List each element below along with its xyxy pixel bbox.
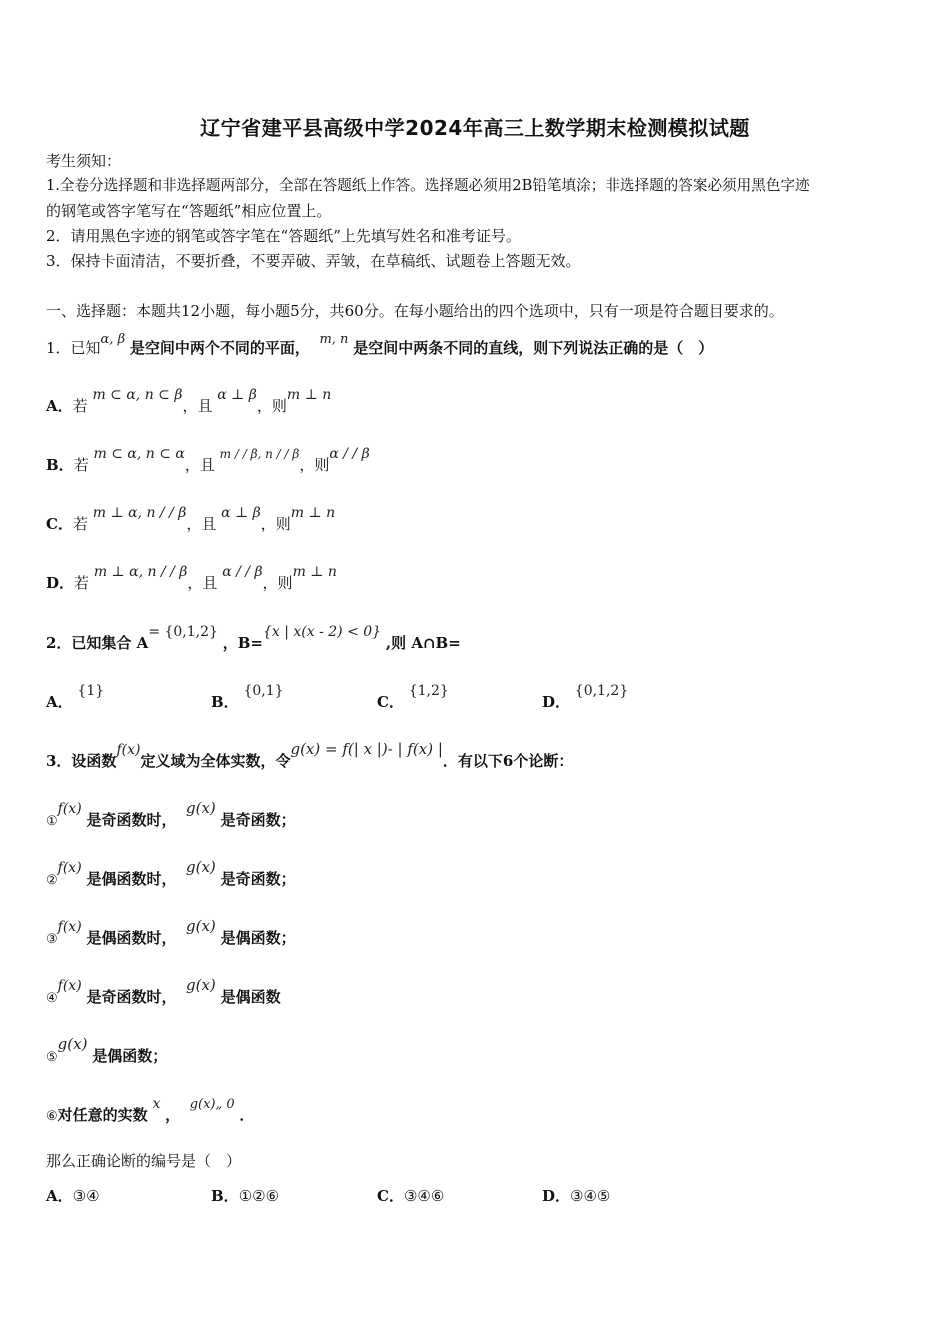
- q1-option-c: [46, 505, 336, 536]
- option-text: ③④: [72, 1187, 100, 1205]
- option-ze: ，则: [260, 515, 291, 533]
- option-math-3: m ⊥ n: [286, 387, 332, 403]
- q2-math-a: = {0,1,2}: [148, 624, 218, 640]
- option-text: ③④⑤: [570, 1187, 611, 1205]
- option-label: B．: [211, 1187, 239, 1205]
- notice-item-1b: 的钢笔或答字笔写在“答题纸”相应位置上。: [46, 202, 332, 220]
- statement-number: ⑤: [46, 1050, 58, 1065]
- page-title: 辽宁省建平县高级中学2024年高三上数学期末检测模拟试题: [200, 116, 750, 140]
- q3-statement-2: [46, 858, 296, 892]
- q3-option-a: [46, 1185, 100, 1207]
- q3-option-b: [211, 1185, 279, 1207]
- option-ze: ，则: [256, 397, 287, 415]
- option-ruo: 若: [72, 397, 88, 415]
- option-ze: ，则: [262, 574, 293, 592]
- option-label: A．: [46, 397, 73, 415]
- statement-text-2: ，: [165, 1106, 181, 1124]
- q2-option-c: [377, 683, 449, 714]
- option-math-1: m ⊥ α, n / / β: [92, 505, 187, 521]
- q1-math-lines: m, n: [319, 332, 349, 347]
- q3-statement-1: [46, 799, 296, 833]
- option-text: ①②⑥: [238, 1187, 280, 1205]
- option-math-1: m ⊂ α, n ⊂ β: [92, 387, 183, 403]
- q1-text-1: 1．已知: [46, 339, 101, 357]
- option-qie: ，且: [184, 456, 215, 474]
- q1-text-2: 是空间中两个不同的平面，: [129, 339, 310, 357]
- option-ze: ，则: [299, 456, 330, 474]
- option-label: C．: [377, 693, 404, 711]
- statement-math-1: f(x): [57, 919, 82, 935]
- q3-statement-5: [46, 1035, 168, 1069]
- option-math: {0,1,2}: [574, 683, 629, 699]
- option-label: C．: [46, 515, 73, 533]
- notice-item-2: 2．请用黑色字迹的钢笔或答字笔在“答题纸”上先填写姓名和准考证号。: [46, 227, 521, 245]
- option-math-2: m / / β, n / / β: [219, 447, 300, 461]
- q2-math-b: {x | x(x - 2) < 0}: [262, 624, 382, 640]
- q3-text-3: ．有以下6个论断：: [442, 752, 574, 770]
- statement-math-2: g(x)„ 0: [189, 1097, 235, 1112]
- option-math-3: m ⊥ n: [290, 505, 336, 521]
- q1-math-planes: α, β: [100, 332, 126, 347]
- statement-math-1: g(x): [57, 1035, 88, 1053]
- question-2-stem: [46, 624, 461, 655]
- option-qie: ，且: [182, 397, 213, 415]
- statement-text-1: 是偶函数时，: [86, 870, 177, 888]
- q3-option-d: [542, 1185, 610, 1207]
- statement-text-1: 是偶函数时，: [86, 929, 177, 947]
- option-label: D．: [542, 693, 571, 711]
- option-qie: ，且: [186, 515, 217, 533]
- q2-text-3: ,则 A∩B=: [385, 634, 461, 652]
- statement-text-2: 是偶函数: [220, 988, 281, 1006]
- statement-math-1: f(x): [57, 860, 82, 876]
- option-label: D．: [46, 574, 75, 592]
- option-ruo: 若: [74, 574, 90, 592]
- q2-option-a: [46, 683, 105, 714]
- option-math-2: α ⊥ β: [217, 387, 257, 403]
- option-math-3: m ⊥ n: [292, 564, 337, 580]
- section-heading: 一、选择题：本题共12小题，每小题5分，共60分。在每小题给出的四个选项中，只有一项是符合题目要求的。: [46, 302, 784, 320]
- option-label: A．: [46, 693, 73, 711]
- q3-math-g: g(x) = f(| x |)- | f(x) |: [290, 740, 443, 758]
- statement-number: ⑥: [46, 1109, 58, 1124]
- option-ruo: 若: [73, 456, 89, 474]
- q3-text-1: 3．设函数: [46, 752, 117, 770]
- statement-number: ④: [46, 991, 58, 1006]
- q3-option-c: [377, 1185, 444, 1207]
- option-text: ③④⑥: [403, 1187, 445, 1205]
- statement-text-1: 是偶函数；: [92, 1047, 168, 1065]
- option-label: B．: [46, 456, 74, 474]
- statement-math-1: x: [152, 1096, 161, 1112]
- option-label: A．: [46, 1187, 73, 1205]
- option-math: {1}: [77, 683, 105, 699]
- option-label: C．: [377, 1187, 404, 1205]
- option-math-3: α / / β: [329, 446, 370, 462]
- statement-text-3: ．: [239, 1106, 255, 1124]
- option-math-2: α ⊥ β: [221, 505, 261, 521]
- statement-math-1: f(x): [57, 801, 82, 817]
- q3-statement-3: [46, 917, 296, 951]
- statement-text-2: 是奇函数；: [220, 811, 296, 829]
- statement-math-2: g(x): [186, 799, 216, 817]
- statement-number: ①: [46, 814, 58, 829]
- option-math-1: m ⊂ α, n ⊂ α: [93, 446, 185, 462]
- q2-text-2: ，B=: [222, 634, 263, 652]
- option-math-1: m ⊥ α, n / / β: [93, 564, 188, 580]
- q3-statement-4: [46, 976, 281, 1010]
- q3-ask: 那么正确论断的编号是（ ）: [46, 1152, 242, 1170]
- q1-option-a: [46, 387, 332, 418]
- statement-text-1: 对任意的实数: [57, 1106, 148, 1124]
- notice-heading: 考生须知：: [46, 152, 122, 170]
- q2-option-b: [211, 683, 284, 714]
- notice-item-3: 3．保持卡面清洁，不要折叠，不要弄破、弄皱，在草稿纸、试题卷上答题无效。: [46, 252, 581, 270]
- q2-text-1: 2．已知集合 A: [46, 634, 149, 652]
- q1-text-3: 是空间中两条不同的直线，则下列说法正确的是（ ）: [353, 339, 714, 357]
- statement-math-2: g(x): [186, 917, 216, 935]
- statement-math-1: f(x): [57, 978, 82, 994]
- statement-math-2: g(x): [186, 858, 216, 876]
- statement-text-2: 是奇函数；: [220, 870, 296, 888]
- option-label: D．: [542, 1187, 571, 1205]
- statement-text-2: 是偶函数；: [220, 929, 296, 947]
- question-1-stem: [46, 332, 714, 361]
- q1-option-d: [46, 564, 337, 595]
- statement-text-1: 是奇函数时，: [86, 811, 177, 829]
- option-qie: ，且: [187, 574, 218, 592]
- q3-math-f: f(x): [116, 742, 141, 758]
- option-ruo: 若: [72, 515, 88, 533]
- statement-text-1: 是奇函数时，: [86, 988, 177, 1006]
- option-math: {1,2}: [408, 683, 449, 699]
- statement-number: ②: [46, 873, 58, 888]
- statement-math-2: g(x): [186, 976, 216, 994]
- option-math-2: α / / β: [222, 564, 263, 580]
- q2-option-d: [542, 683, 629, 714]
- q3-statement-6: [46, 1096, 255, 1128]
- statement-number: ③: [46, 932, 58, 947]
- question-3-stem: [46, 740, 574, 773]
- q1-option-b: [46, 446, 370, 477]
- q3-text-2: 定义域为全体实数，令: [140, 752, 291, 770]
- option-math: {0,1}: [243, 683, 284, 699]
- option-label: B．: [211, 693, 239, 711]
- notice-item-1a: 1.全卷分选择题和非选择题两部分，全部在答题纸上作答。选择题必须用2B铅笔填涂；非选择题的答案必须用黑色字迹: [46, 177, 810, 194]
